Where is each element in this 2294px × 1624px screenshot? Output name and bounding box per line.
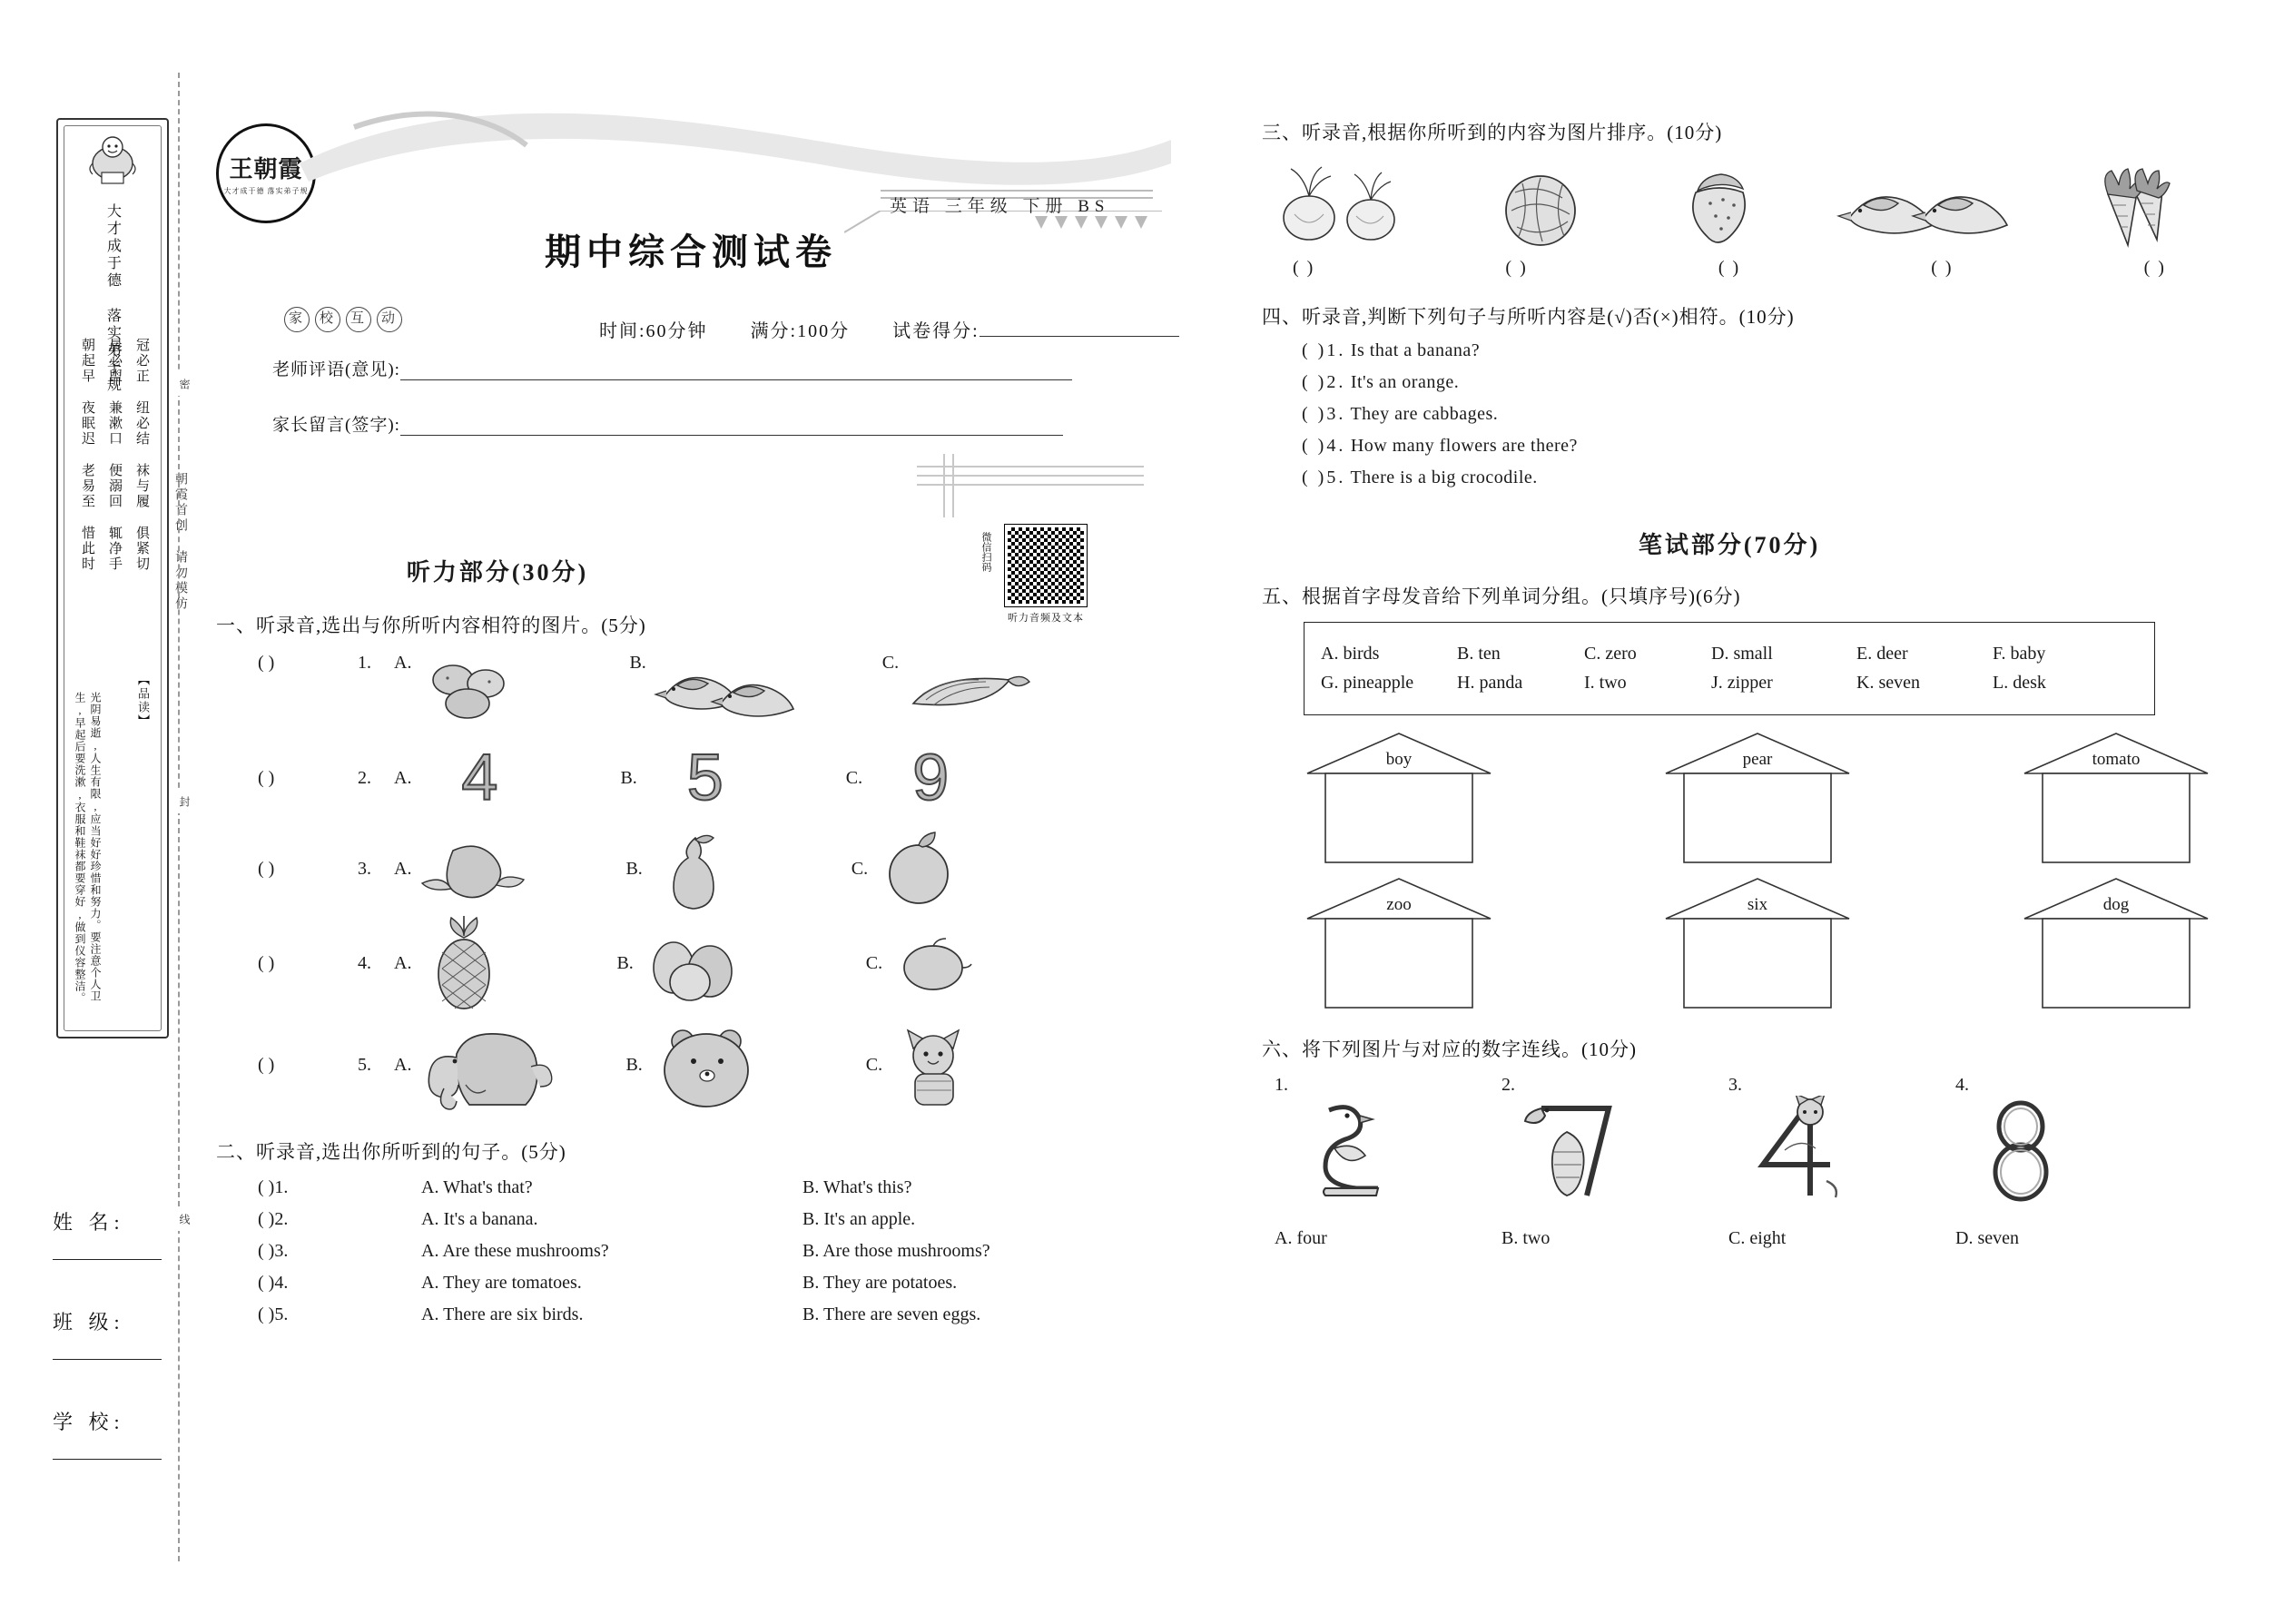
q1-r5-optA-letter: A. — [394, 1054, 412, 1075]
q1-r1-optB-letter: B. — [629, 653, 646, 673]
q1-r1-paren[interactable]: ( ) — [258, 653, 275, 673]
bear-icon — [643, 1018, 788, 1112]
q4-row-1 — [1302, 340, 2242, 361]
q2-r3-optB[interactable]: B. Are those mushrooms? — [802, 1241, 990, 1261]
field-name-label: 姓 名: — [53, 1211, 125, 1234]
q1-r5-num: 5. — [358, 1054, 371, 1075]
badge-char-1: 家 — [284, 307, 310, 332]
q2-r1-paren[interactable]: ( )1. — [258, 1177, 289, 1197]
q2-row-3 — [216, 1241, 1151, 1262]
q4-r4-text: How many flowers are there? — [1350, 436, 1578, 456]
q4-r3-text: They are cabbages. — [1350, 404, 1499, 424]
brand-seal-name: 王朝霞 — [229, 156, 303, 182]
q6-option-C[interactable]: C. eight — [1728, 1228, 1787, 1248]
question-1-row-3 — [216, 827, 1151, 910]
q3-blank-5[interactable]: ( ) — [2143, 258, 2166, 278]
wb-B: B. ten — [1457, 644, 1501, 664]
q6-item-1-num: 1. — [1275, 1075, 1288, 1095]
field-class[interactable] — [53, 1307, 171, 1360]
eggs-icon — [634, 922, 770, 1004]
house-six-label: six — [1747, 895, 1768, 914]
field-name-line[interactable] — [53, 1235, 162, 1260]
badge-char-3: 互 — [346, 307, 371, 332]
strip-verse-col3: 朝起早 夜眠迟 老易至 惜此时 — [80, 338, 94, 572]
carrots-icon — [2061, 162, 2197, 252]
teacher-comment-line[interactable] — [400, 359, 1072, 380]
parent-comment-label: 家长留言(签字): — [272, 416, 400, 435]
time-label: 时间:60分钟 — [599, 321, 708, 341]
q1-r2-optA-letter: A. — [394, 767, 412, 788]
question-5-heading: 五、根据首字母发音给下列单词分组。(只填序号)(6分) — [1262, 586, 1741, 607]
q4-row-3 — [1302, 404, 2242, 425]
strawberry-icon — [1661, 162, 1779, 252]
field-name[interactable] — [53, 1207, 171, 1260]
q4-r1-text: Is that a banana? — [1350, 340, 1481, 360]
q2-row-2 — [216, 1209, 1151, 1230]
cabbage-icon — [1475, 162, 1611, 252]
written-section-title: 笔试部分(70分) — [1638, 532, 1821, 558]
badge-char-2: 校 — [315, 307, 340, 332]
question-4-heading: 四、听录音,判断下列句子与所听内容是(√)否(×)相符。(10分) — [1262, 306, 1795, 328]
q1-r5-paren[interactable]: ( ) — [258, 1054, 275, 1075]
number-4-icon: 4 — [461, 742, 498, 814]
q2-r3-paren[interactable]: ( )3. — [258, 1241, 289, 1261]
strip-mascot-icon — [80, 133, 145, 189]
q2-r1-optB[interactable]: B. What's this? — [802, 1177, 912, 1197]
elephant-icon — [411, 1018, 566, 1112]
house-row-1 — [1304, 730, 2211, 866]
q2-r5-optA[interactable]: A. There are six birds. — [421, 1304, 584, 1324]
q3-blank-1[interactable]: ( ) — [1293, 258, 1315, 278]
q6-item-3-num: 3. — [1728, 1075, 1742, 1095]
number-9-icon: 9 — [912, 742, 950, 814]
question-3-answer-blanks — [1262, 258, 2197, 279]
two-birds-icon — [1829, 162, 2011, 252]
question-3-pictures — [1262, 162, 2197, 252]
q1-r5-optB-letter: B. — [625, 1054, 643, 1075]
q1-r4-paren[interactable]: ( ) — [258, 952, 275, 973]
number-5-icon: 5 — [686, 742, 724, 814]
question-3-heading: 三、听录音,根据你所听到的内容为图片排序。(10分) — [1262, 122, 1723, 143]
listening-section-title: 听力部分(30分) — [406, 559, 589, 586]
left-decorative-strip — [56, 118, 169, 1038]
corn-icon — [899, 653, 1035, 722]
q2-r4-paren[interactable]: ( )4. — [258, 1273, 289, 1293]
pear-icon — [643, 827, 752, 910]
field-class-label: 班 级: — [53, 1311, 125, 1334]
q2-r2-paren[interactable]: ( )2. — [258, 1209, 289, 1229]
pineapple-icon — [411, 916, 529, 1010]
strip-read-title: 【品读】 — [136, 674, 150, 728]
house-tomato-label: tomato — [2092, 750, 2141, 769]
q3-blank-2[interactable]: ( ) — [1505, 258, 1528, 278]
q2-row-1 — [216, 1177, 1151, 1198]
q1-r5-optC-letter: C. — [865, 1054, 883, 1075]
house-dog[interactable] — [2021, 875, 2211, 1011]
q1-r2-num: 2. — [358, 767, 371, 788]
q6-option-A[interactable]: A. four — [1275, 1228, 1327, 1248]
q1-r3-optB-letter: B. — [625, 858, 643, 879]
q2-r5-optB[interactable]: B. There are seven eggs. — [802, 1304, 981, 1324]
q1-r1-optC-letter: C. — [881, 653, 900, 673]
q6-item-4-num: 4. — [1955, 1075, 1969, 1095]
wb-H: H. panda — [1457, 673, 1523, 693]
brand-seal-sub: 大才成于德 落实弟子规 — [223, 187, 309, 195]
question-1-heading: 一、听录音,选出与你所听内容相符的图片。(5分) — [216, 615, 646, 636]
house-boy[interactable] — [1304, 730, 1494, 866]
strip-motto: 大才成于德 落实弟子规 — [104, 203, 121, 394]
house-zoo[interactable] — [1304, 875, 1494, 1011]
q6-item-2[interactable] — [1501, 1075, 1728, 1205]
strip-read-text: 光阴易逝,人生有限,应当好好珍惜和努力。要注意个人卫生,早起后要洗漱,衣服和鞋袜都要穿好,做到仪容整洁。 — [74, 692, 102, 1004]
q3-blank-3[interactable]: ( ) — [1718, 258, 1741, 278]
question-1-row-5 — [216, 1016, 1151, 1114]
total-label: 满分:100分 — [750, 321, 851, 341]
strip-verse-col2: 晨必盥 兼漱口 便溺回 辄净手 — [107, 338, 122, 572]
wb-I: I. two — [1584, 673, 1627, 693]
wb-J: J. zipper — [1711, 673, 1773, 693]
q2-row-4 — [216, 1273, 1151, 1294]
house-pear-label: pear — [1742, 750, 1773, 769]
q2-r2-optB[interactable]: B. It's an apple. — [802, 1209, 916, 1229]
q6-option-B[interactable]: B. two — [1501, 1228, 1551, 1248]
q4-r5-text: There is a big crocodile. — [1350, 468, 1538, 487]
q3-blank-4[interactable]: ( ) — [1931, 258, 1954, 278]
comment-box-corner-decoration — [917, 454, 1144, 517]
question-6-heading: 六、将下列图片与对应的数字连线。(10分) — [1262, 1038, 1637, 1060]
onions-icon — [1262, 162, 1425, 252]
left-column — [216, 554, 1151, 1325]
q4-r2-paren[interactable]: ( )2. — [1302, 372, 1346, 392]
score-input-blank[interactable] — [980, 336, 1179, 337]
qr-side-label: 微信扫码 — [980, 532, 991, 572]
house-dog-label: dog — [2102, 895, 2130, 914]
q6-option-D[interactable]: D. seven — [1955, 1228, 2019, 1248]
subject-grade-line: 英语 三年级 下册 BS — [890, 197, 1110, 216]
q4-r4-paren[interactable]: ( )4. — [1302, 436, 1346, 456]
q1-r4-optC-letter: C. — [865, 952, 883, 973]
house-row-2 — [1304, 875, 2211, 1011]
question-6-items — [1262, 1075, 2242, 1205]
question-1-row-4 — [216, 916, 1151, 1010]
q2-r3-optA[interactable]: A. Are these mushrooms? — [421, 1241, 609, 1261]
swan-number-2-icon — [1287, 1096, 1414, 1205]
q4-row-2 — [1302, 372, 2242, 393]
q1-r4-optA-letter: A. — [394, 952, 412, 973]
question-4-rows — [1262, 340, 2242, 488]
wb-A: A. birds — [1321, 644, 1380, 664]
q4-r3-paren[interactable]: ( )3. — [1302, 404, 1346, 424]
q4-r5-paren[interactable]: ( )5. — [1302, 468, 1346, 487]
potatoes-icon — [411, 653, 529, 722]
home-school-badge — [281, 307, 405, 332]
parent-comment-row — [272, 411, 1126, 436]
q1-r2-optB-letter: B. — [620, 767, 637, 788]
word-bank-row-1 — [1321, 644, 2138, 664]
wb-D: D. small — [1711, 644, 1773, 664]
house-boy-label: boy — [1385, 750, 1413, 769]
q2-r2-optA[interactable]: A. It's a banana. — [421, 1209, 538, 1229]
fold-label-mi: 密 — [169, 372, 192, 396]
wb-G: G. pineapple — [1321, 673, 1414, 693]
q1-r1-num: 1. — [358, 653, 371, 673]
question-2-rows — [216, 1177, 1151, 1325]
q1-r4-optB-letter: B. — [616, 952, 634, 973]
wb-F: F. baby — [1993, 644, 2046, 664]
wb-L: L. desk — [1993, 673, 2046, 693]
q4-row-4 — [1302, 436, 2242, 457]
field-school[interactable] — [53, 1407, 171, 1460]
teacher-comment-label: 老师评语(意见): — [272, 360, 400, 379]
student-info-fields — [53, 1207, 171, 1507]
q4-r1-paren[interactable]: ( )1. — [1302, 340, 1346, 360]
q1-r3-num: 3. — [358, 858, 371, 879]
q1-r3-optA-letter: A. — [394, 858, 412, 879]
q2-r4-optB[interactable]: B. They are potatoes. — [802, 1273, 958, 1293]
right-column — [1262, 118, 2242, 1249]
q2-r5-paren[interactable]: ( )5. — [258, 1304, 289, 1324]
score-label: 试卷得分: — [892, 321, 980, 341]
question-6-options — [1262, 1228, 2242, 1249]
teacher-comment-row — [272, 356, 1126, 380]
cat-number-4-icon — [1741, 1096, 1868, 1205]
comment-box — [272, 356, 1126, 467]
q1-r2-optC-letter: C. — [845, 767, 863, 788]
q1-r3-optC-letter: C. — [851, 858, 869, 879]
toucan-number-7-icon — [1514, 1096, 1641, 1205]
q6-item-3[interactable] — [1728, 1075, 1955, 1205]
q1-r3-paren[interactable]: ( ) — [258, 858, 275, 879]
house-six[interactable] — [1662, 875, 1853, 1011]
wb-C: C. zero — [1584, 644, 1637, 664]
q6-item-1[interactable] — [1275, 1075, 1501, 1205]
badge-char-4: 动 — [377, 307, 402, 332]
wb-E: E. deer — [1856, 644, 1908, 664]
fold-dashed-line — [178, 73, 180, 1561]
fold-label-feng: 封 — [169, 790, 192, 813]
q1-r1-optA-letter: A. — [394, 653, 412, 673]
parent-comment-line[interactable] — [400, 415, 1063, 436]
question-2-heading: 二、听录音,选出你所听到的句子。(5分) — [216, 1141, 566, 1163]
question-1-row-1 — [216, 653, 1151, 731]
q1-r4-num: 4. — [358, 952, 371, 973]
exam-meta-line — [599, 316, 1179, 342]
fold-label-xian: 线 — [169, 1207, 192, 1231]
orange-icon — [868, 827, 977, 910]
field-school-label: 学 校: — [53, 1411, 125, 1433]
lemon-icon — [882, 922, 991, 1004]
q6-item-4[interactable] — [1955, 1075, 2182, 1205]
word-bank-row-2 — [1321, 673, 2138, 694]
number-8-icon — [1968, 1096, 2077, 1205]
house-tomato[interactable] — [2021, 730, 2211, 866]
qr-caption: 听力音频及文本 — [1008, 613, 1084, 624]
cat-icon — [882, 1018, 991, 1112]
q4-row-5 — [1302, 468, 2242, 488]
page-title: 期中综合测试卷 — [545, 231, 837, 272]
house-zoo-label: zoo — [1386, 895, 1412, 914]
field-class-line[interactable] — [53, 1335, 162, 1360]
q2-r1-optA[interactable]: A. What's that? — [421, 1177, 533, 1197]
q4-r2-text: It's an orange. — [1350, 372, 1460, 392]
field-school-line[interactable] — [53, 1435, 162, 1460]
house-pear[interactable] — [1662, 730, 1853, 866]
strip-verse-col1: 冠必正 纽必结 袜与履 俱紧切 — [134, 338, 149, 572]
question-1-row-2 — [216, 734, 1151, 822]
two-birds-icon — [646, 653, 801, 722]
q6-item-2-num: 2. — [1501, 1075, 1515, 1095]
strip-brand-vertical: 朝霞首创 请勿模仿 — [173, 472, 187, 612]
q2-row-5 — [216, 1304, 1151, 1325]
q1-r2-paren[interactable]: ( ) — [258, 767, 275, 788]
q2-r4-optA[interactable]: A. They are tomatoes. — [421, 1273, 582, 1293]
word-bank — [1304, 622, 2155, 715]
wb-K: K. seven — [1856, 673, 1920, 693]
peach-icon — [411, 832, 538, 905]
